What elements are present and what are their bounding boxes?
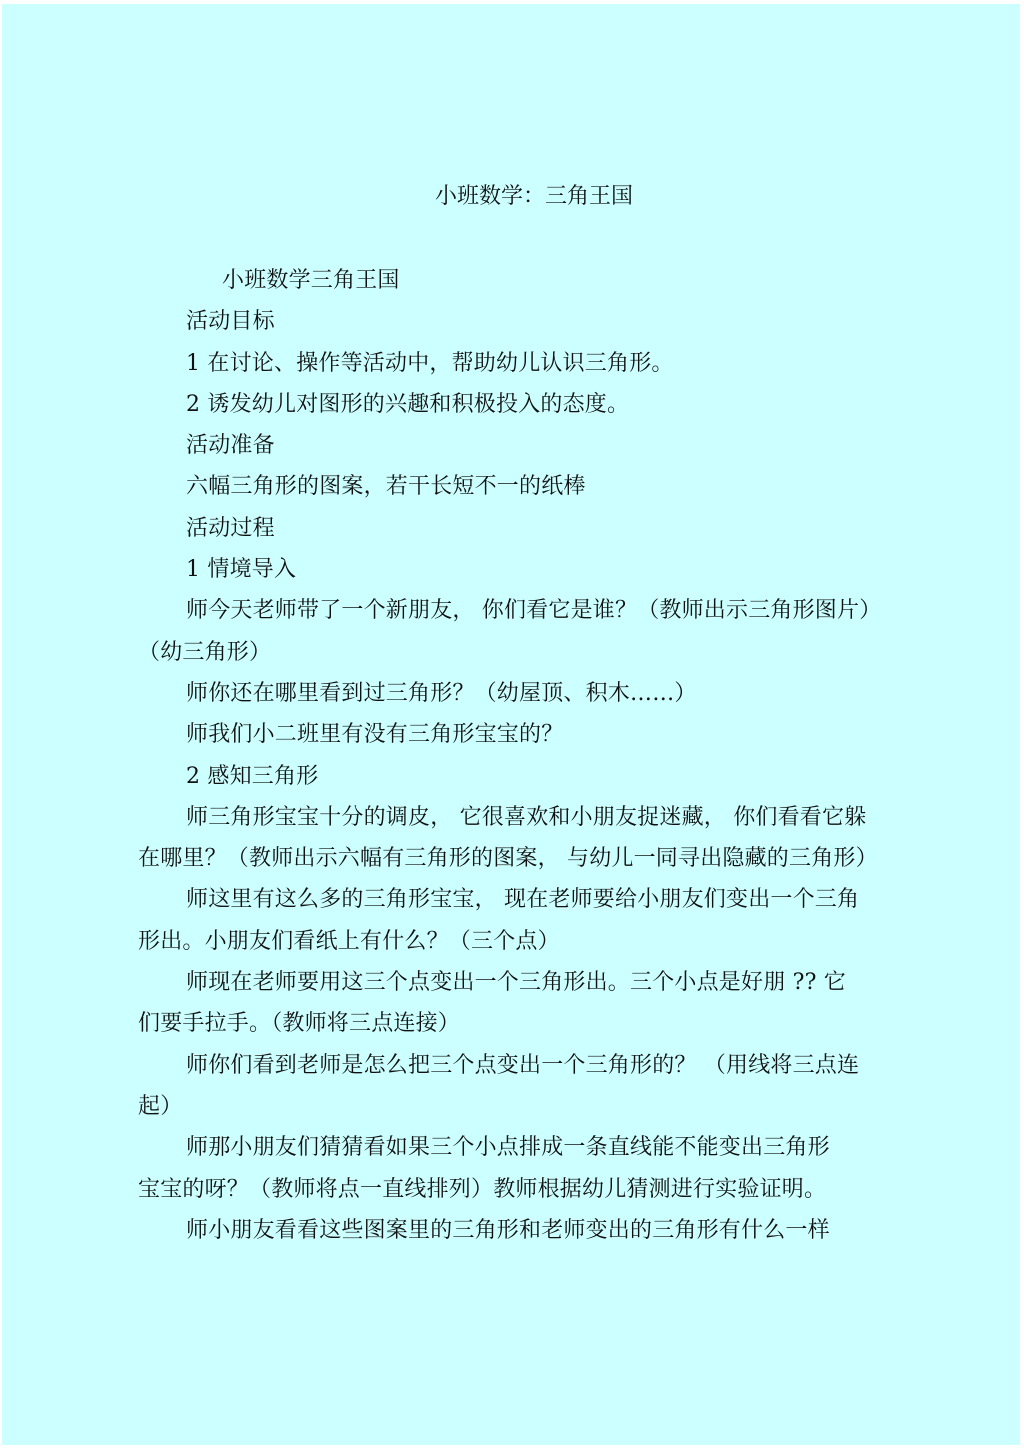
text-line: 1 情境导入 bbox=[186, 557, 297, 583]
text-line: 六幅三角形的图案，若干长短不一的纸棒 bbox=[186, 474, 586, 500]
section-heading-goals bbox=[138, 301, 898, 342]
dialogue-paragraph bbox=[138, 1127, 898, 1210]
document-body bbox=[138, 260, 898, 1251]
text-line: 在哪里？（教师出示六幅有三角形的图案， 与幼儿一同寻出隐藏的三角形） bbox=[138, 846, 878, 872]
dialogue-paragraph bbox=[138, 962, 898, 1045]
text-line: 师我们小二班里有没有三角形宝宝的？ bbox=[186, 722, 564, 748]
text-line: 师小朋友看看这些图案里的三角形和老师变出的三角形有什么一样 bbox=[186, 1217, 830, 1243]
dialogue-paragraph bbox=[138, 714, 898, 755]
section-heading-preparation bbox=[138, 425, 898, 466]
document-title: 小班数学：三角王国 bbox=[434, 184, 633, 209]
text-line: 形出。小朋友们看纸上有什么？（三个点） bbox=[138, 928, 560, 954]
goal-item-2 bbox=[138, 384, 898, 425]
dialogue-paragraph bbox=[138, 673, 898, 714]
step-heading-1 bbox=[138, 549, 898, 590]
text-line: 师那小朋友们猜猜看如果三个小点排成一条直线能不能变出三角形 bbox=[186, 1135, 830, 1161]
text-line: 师今天老师带了一个新朋友， 你们看它是谁？（教师出示三角形图片） bbox=[186, 598, 882, 624]
text-line: 宝宝的呀？（教师将点一直线排列）教师根据幼儿猜测进行实验证明。 bbox=[138, 1176, 827, 1202]
dialogue-paragraph bbox=[138, 879, 898, 962]
text-line: 师现在老师要用这三个点变出一个三角形出。三个小点是好朋 ?? 它 bbox=[186, 970, 846, 996]
subtitle-paragraph bbox=[138, 260, 898, 301]
dialogue-paragraph bbox=[138, 1045, 898, 1128]
text-line: 师这里有这么多的三角形宝宝， 现在老师要给小朋友们变出一个三角 bbox=[186, 887, 860, 913]
text-line: 小班数学三角王国 bbox=[222, 268, 400, 293]
text-line: 师你们看到老师是怎么把三个点变出一个三角形的？ （用线将三点连 bbox=[186, 1052, 860, 1078]
text-line: 们要手拉手。（教师将三点连接） bbox=[138, 1011, 461, 1037]
text-line: 2 感知三角形 bbox=[186, 763, 319, 789]
text-line: 活动目标 bbox=[186, 309, 275, 335]
dialogue-paragraph bbox=[138, 797, 898, 880]
section-heading-process bbox=[138, 508, 898, 549]
text-line: 活动过程 bbox=[186, 515, 275, 541]
text-line: 2 诱发幼儿对图形的兴趣和积极投入的态度。 bbox=[186, 391, 630, 417]
text-line: 师三角形宝宝十分的调皮， 它很喜欢和小朋友捉迷藏， 你们看看它躲 bbox=[186, 804, 867, 830]
step-heading-2 bbox=[138, 756, 898, 797]
goal-item-1 bbox=[138, 343, 898, 384]
dialogue-paragraph bbox=[138, 590, 898, 673]
text-line: 师你还在哪里看到过三角形？（幼屋顶、积木……） bbox=[186, 680, 697, 706]
document-page bbox=[2, 4, 1020, 1445]
preparation-text bbox=[138, 466, 898, 507]
text-line: 起） bbox=[138, 1093, 183, 1119]
text-line: （幼三角形） bbox=[138, 639, 272, 665]
dialogue-paragraph bbox=[138, 1210, 898, 1251]
text-line: 1 在讨论、操作等活动中，帮助幼儿认识三角形。 bbox=[186, 350, 674, 376]
text-line: 活动准备 bbox=[186, 433, 275, 459]
